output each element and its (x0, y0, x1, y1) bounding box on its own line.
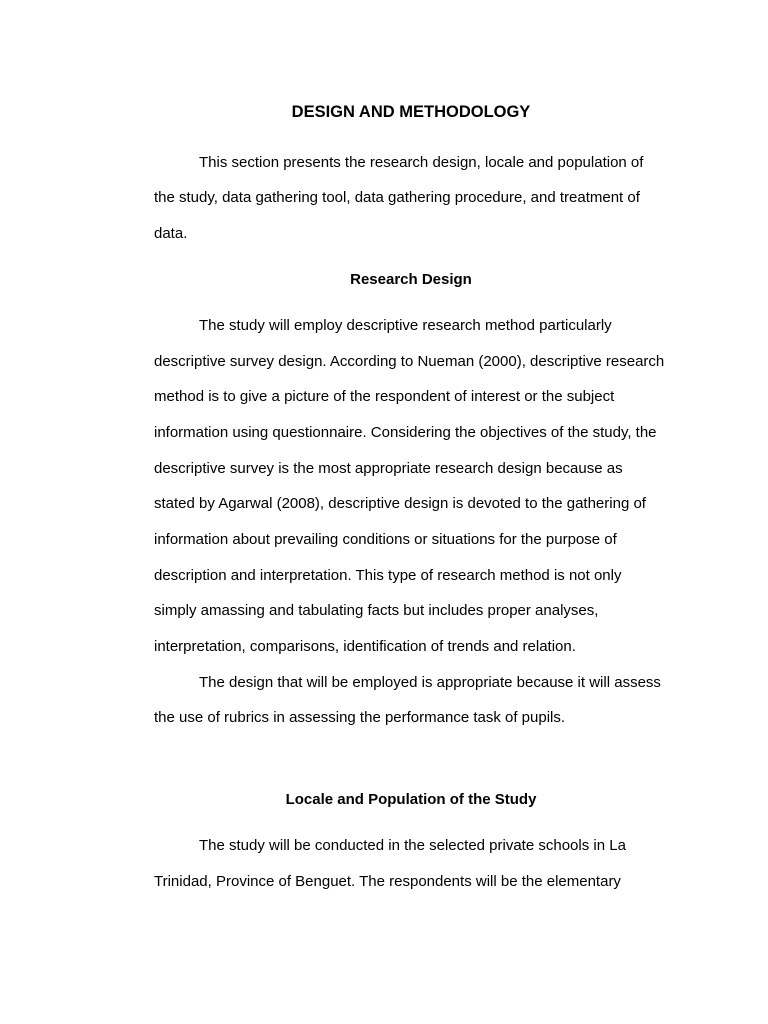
research-design-line-4: information using questionnaire. Considering the objectives of the study, the (154, 424, 657, 441)
research-design-line-8: description and interpretation. This type of research method is not only (154, 567, 622, 584)
research-design-line-7: information about prevailing conditions or situations for the purpose of (154, 531, 617, 548)
intro-line-2: the study, data gathering tool, data gathering procedure, and treatment of (154, 189, 640, 206)
research-design-line-1: The study will employ descriptive research method particularly (199, 317, 612, 334)
locale-line-1: The study will be conducted in the selected private schools in La (199, 837, 626, 854)
research-design-line-3: method is to give a picture of the respondent of interest or the subject (154, 388, 615, 405)
research-design-line-5: descriptive survey is the most appropriate research design because as (154, 460, 623, 477)
page-title: DESIGN AND METHODOLOGY (291, 103, 531, 121)
research-design-line-10: interpretation, comparisons, identification of trends and relation. (154, 638, 576, 655)
research-design-line-9: simply amassing and tabulating facts but includes proper analyses, (154, 602, 599, 619)
research-design-p2-line-2: the use of rubrics in assessing the performance task of pupils. (154, 709, 566, 726)
research-design-p2-line-1: The design that will be employed is appropriate because it will assess (199, 674, 661, 691)
research-design-line-2: descriptive survey design. According to Nueman (2000), descriptive research (154, 353, 665, 370)
intro-line-3: data. (154, 225, 188, 242)
locale-heading: Locale and Population of the Study (285, 791, 537, 808)
research-design-line-6: stated by Agarwal (2008), descriptive design is devoted to the gathering of (154, 495, 646, 512)
locale-line-2: Trinidad, Province of Benguet. The respondents will be the elementary (154, 873, 621, 890)
intro-line-1: This section presents the research design, locale and population of (199, 154, 644, 171)
research-design-heading: Research Design (350, 271, 472, 288)
